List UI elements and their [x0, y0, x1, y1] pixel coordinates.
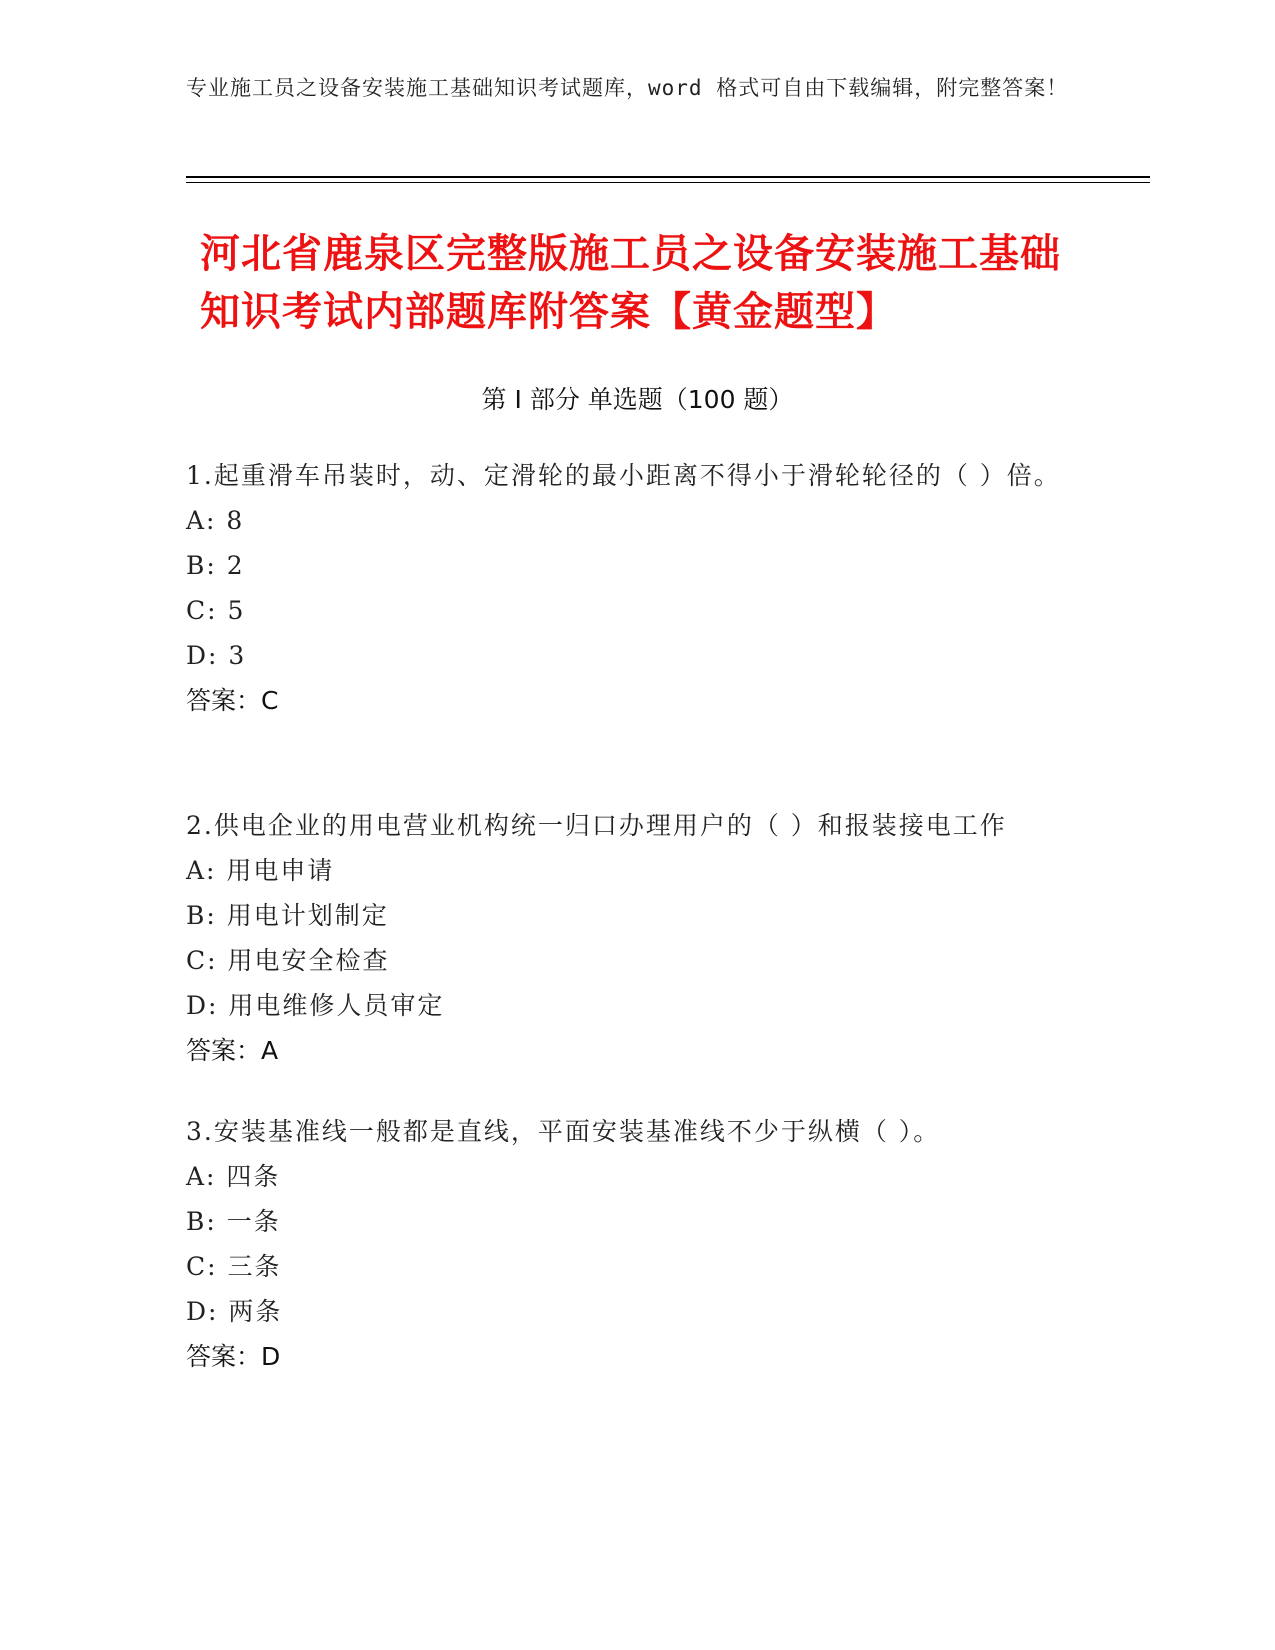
document-title: 河北省鹿泉区完整版施工员之设备安装施工基础知识考试内部题库附答案【黄金题型】: [200, 231, 1061, 335]
option-b: B: 用电计划制定: [186, 901, 389, 930]
answer-line: 答案：D: [186, 1342, 281, 1371]
option-c: C: 三条: [186, 1252, 282, 1281]
option-c: C: 用电安全检查: [186, 946, 390, 975]
header-note: 专业施工员之设备安装施工基础知识考试题库，word 格式可自由下载编辑，附完整答案！: [186, 76, 1069, 100]
question-block-3: [186, 1109, 1086, 1379]
section-heading: 第 I 部分 单选题（100 题）: [481, 385, 794, 414]
option-d: D: 两条: [186, 1297, 283, 1326]
option-d: D: 用电维修人员审定: [186, 991, 445, 1020]
header-divider-thick: [186, 176, 1150, 178]
answer-line: 答案：C: [186, 686, 279, 715]
option-a: A: 8: [186, 506, 245, 535]
option-a: A: 四条: [186, 1162, 281, 1191]
question-stem: 2.供电企业的用电营业机构统一归口办理用户的（ ）和报装接电工作: [186, 811, 1007, 840]
option-d: D: 3: [186, 641, 247, 670]
answer-line: 答案：A: [186, 1036, 279, 1065]
question-stem: 3.安装基准线一般都是直线，平面安装基准线不少于纵横（ ）。: [186, 1117, 941, 1146]
question-stem: 1.起重滑车吊装时，动、定滑轮的最小距离不得小于滑轮轮径的（ ）倍。: [186, 461, 1061, 490]
header-divider-thin: [186, 182, 1150, 183]
option-c: C: 5: [186, 596, 246, 625]
option-b: B: 2: [186, 551, 245, 580]
question-block-2: [186, 803, 1086, 1073]
option-b: B: 一条: [186, 1207, 281, 1236]
option-a: A: 用电申请: [186, 856, 335, 885]
question-block-1: [186, 453, 1086, 723]
